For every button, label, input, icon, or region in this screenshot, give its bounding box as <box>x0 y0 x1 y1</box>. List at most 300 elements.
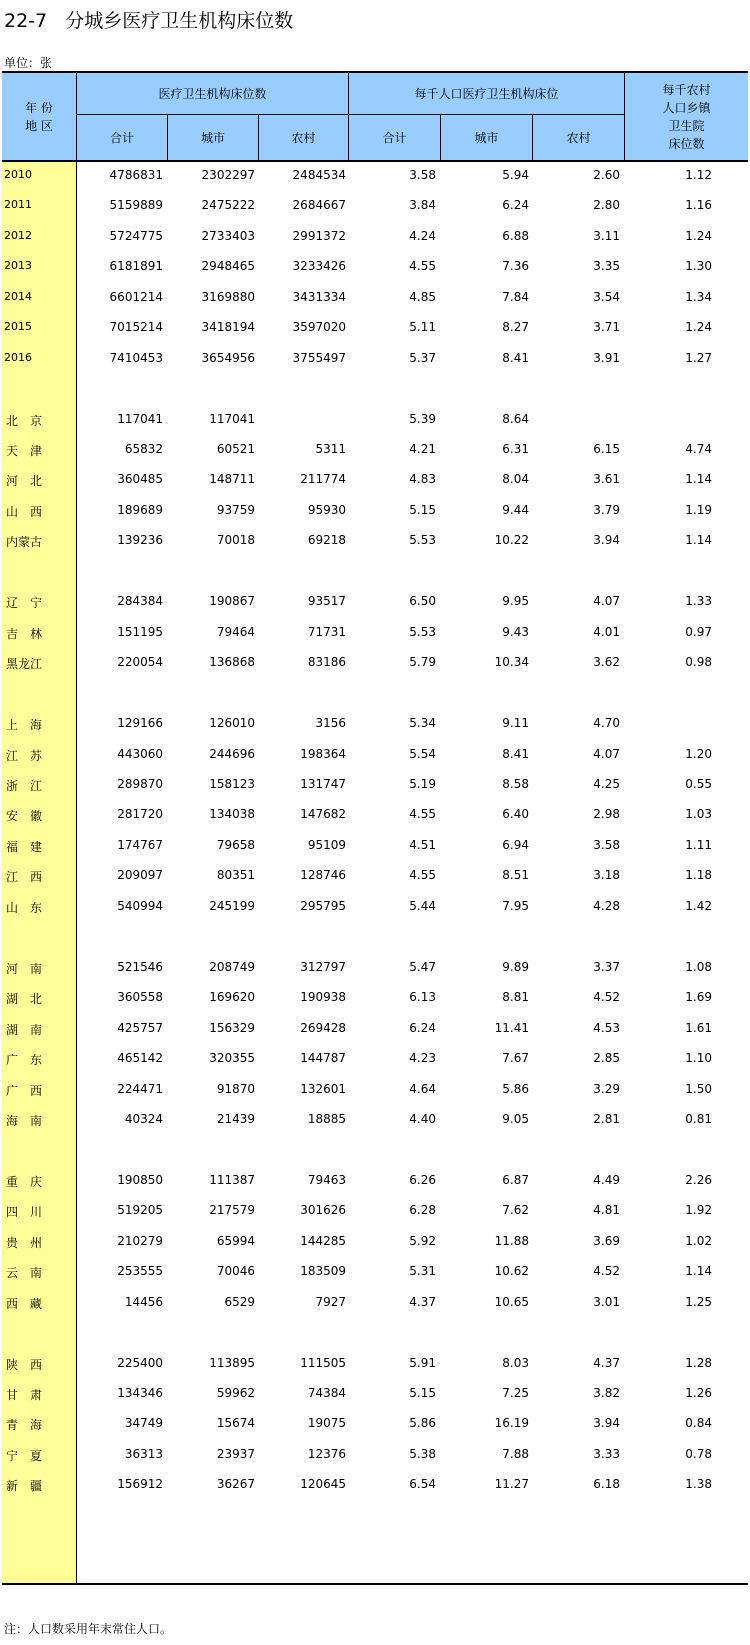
table-row <box>2 1019 748 1039</box>
table-cell: 3.79 <box>593 503 620 517</box>
table-cell: 7.88 <box>502 1447 529 1461</box>
table-cell: 1.08 <box>685 960 712 974</box>
region-label: 山东 <box>6 901 42 915</box>
table-cell: 4.55 <box>409 807 436 821</box>
table-cell: 5.53 <box>409 625 436 639</box>
table-cell: 6.15 <box>593 442 620 456</box>
table-cell: 12376 <box>307 1447 346 1461</box>
table-cell: 117041 <box>209 412 255 426</box>
table-cell: 6.50 <box>409 594 436 608</box>
table-cell: 1.50 <box>685 1082 712 1096</box>
table-cell: 70018 <box>216 533 255 547</box>
table-cell: 4.52 <box>593 1264 620 1278</box>
table-cell: 10.22 <box>494 533 529 547</box>
table-cell: 5.11 <box>409 320 436 334</box>
table-cell: 3.91 <box>593 351 620 365</box>
region-label: 重庆 <box>6 1175 42 1189</box>
header-township-beds: 每千农村 人口乡镇 卫生院 床位数 <box>662 82 711 151</box>
table-cell: 111505 <box>300 1356 346 1370</box>
table-cell: 60521 <box>216 442 255 456</box>
table-cell: 3.61 <box>593 472 620 486</box>
table-row <box>2 745 748 765</box>
table-cell: 4.70 <box>593 716 620 730</box>
region-label: 北京 <box>6 414 42 428</box>
region-label: 海南 <box>6 1114 42 1128</box>
table-cell: 4.25 <box>593 777 620 791</box>
table-cell: 8.27 <box>502 320 529 334</box>
table-cell: 1.14 <box>685 533 712 547</box>
region-label: 福建 <box>6 840 42 854</box>
table-cell: 5.37 <box>409 351 436 365</box>
table-cell: 5.86 <box>502 1082 529 1096</box>
table-cell: 540994 <box>117 899 163 913</box>
table-cell: 4.52 <box>593 990 620 1004</box>
table-cell: 4.74 <box>685 442 712 456</box>
table-cell: 95109 <box>307 838 346 852</box>
year-label: 2014 <box>4 290 32 303</box>
table-cell: 5.19 <box>409 777 436 791</box>
table-row <box>2 288 748 308</box>
table-row <box>2 592 748 612</box>
table-cell: 8.51 <box>502 868 529 882</box>
table-cell: 8.64 <box>502 412 529 426</box>
table-cell: 113895 <box>209 1356 255 1370</box>
table-cell: 111387 <box>209 1173 255 1187</box>
table-row <box>2 257 748 277</box>
table-cell: 0.78 <box>685 1447 712 1461</box>
table-cell: 1.18 <box>685 868 712 882</box>
table-cell: 83186 <box>307 655 346 669</box>
table-cell: 190850 <box>117 1173 163 1187</box>
region-label: 广西 <box>6 1084 42 1098</box>
table-row <box>2 531 748 551</box>
table-cell: 3.33 <box>593 1447 620 1461</box>
region-label: 江苏 <box>6 749 42 763</box>
table-cell: 5.91 <box>409 1356 436 1370</box>
table-row <box>2 958 748 978</box>
table-cell: 120645 <box>300 1477 346 1491</box>
table-cell: 174767 <box>117 838 163 852</box>
table-row <box>2 470 748 490</box>
table-cell: 4.85 <box>409 290 436 304</box>
table-cell: 93759 <box>216 503 255 517</box>
table-cell: 0.98 <box>685 655 712 669</box>
table-cell: 4.37 <box>409 1295 436 1309</box>
table-cell: 59962 <box>216 1386 255 1400</box>
table-cell: 519205 <box>117 1203 163 1217</box>
table-cell: 5.47 <box>409 960 436 974</box>
table-row <box>2 1262 748 1282</box>
table-cell: 284384 <box>117 594 163 608</box>
table-cell: 18885 <box>307 1112 346 1126</box>
table-cell: 6.40 <box>502 807 529 821</box>
table-cell: 10.65 <box>494 1295 529 1309</box>
table-cell: 5.34 <box>409 716 436 730</box>
table-cell: 117041 <box>117 412 163 426</box>
table-row <box>2 1445 748 1465</box>
table-row <box>2 410 748 430</box>
table-cell: 281720 <box>117 807 163 821</box>
table-cell: 301626 <box>300 1203 346 1217</box>
table-cell: 0.97 <box>685 625 712 639</box>
table-cell: 1.25 <box>685 1295 712 1309</box>
page-title: 22-7 分城乡医疗卫生机构床位数 <box>4 10 294 32</box>
footnote: 注：人口数采用年末常住人口。 <box>4 1622 173 1636</box>
table-cell: 4786831 <box>109 168 163 182</box>
table-cell: 190867 <box>209 594 255 608</box>
region-label: 山西 <box>6 505 42 519</box>
table-cell: 34749 <box>124 1416 163 1430</box>
sub-header-rural: 农村 <box>566 130 591 145</box>
table-cell: 3654956 <box>201 351 255 365</box>
table-cell: 7.36 <box>502 259 529 273</box>
table-cell: 4.37 <box>593 1356 620 1370</box>
table-cell: 144787 <box>300 1051 346 1065</box>
region-label: 宁夏 <box>6 1449 42 1463</box>
table-cell: 3.84 <box>409 198 436 212</box>
table-cell: 14456 <box>124 1295 163 1309</box>
table-cell: 3.11 <box>593 229 620 243</box>
table-cell: 208749 <box>209 960 255 974</box>
table-cell: 9.05 <box>502 1112 529 1126</box>
table-cell: 4.23 <box>409 1051 436 1065</box>
table-cell: 245199 <box>209 899 255 913</box>
table-cell: 7.25 <box>502 1386 529 1400</box>
table-row <box>2 227 748 247</box>
table-cell: 1.10 <box>685 1051 712 1065</box>
table-cell: 1.12 <box>685 168 712 182</box>
table-cell: 95930 <box>307 503 346 517</box>
table-cell: 289870 <box>117 777 163 791</box>
table-cell: 443060 <box>117 747 163 761</box>
region-label: 青海 <box>6 1418 42 1432</box>
table-cell: 3.54 <box>593 290 620 304</box>
year-label: 2015 <box>4 320 32 333</box>
region-label: 陕西 <box>6 1358 42 1372</box>
table-cell: 1.27 <box>685 351 712 365</box>
table-cell: 131747 <box>300 777 346 791</box>
table-cell: 6.87 <box>502 1173 529 1187</box>
region-label: 贵州 <box>6 1236 42 1250</box>
table-cell: 5.54 <box>409 747 436 761</box>
table-cell: 1.30 <box>685 259 712 273</box>
table-cell: 139236 <box>117 533 163 547</box>
table-cell: 1.14 <box>685 472 712 486</box>
table-cell: 0.81 <box>685 1112 712 1126</box>
table-cell: 21439 <box>216 1112 255 1126</box>
table-cell: 3597020 <box>292 320 346 334</box>
table-cell: 1.11 <box>685 838 712 852</box>
table-cell: 244696 <box>209 747 255 761</box>
table-cell: 1.28 <box>685 1356 712 1370</box>
table-cell: 320355 <box>209 1051 255 1065</box>
table-cell: 220054 <box>117 655 163 669</box>
table-cell: 11.41 <box>494 1021 529 1035</box>
table-cell: 148711 <box>209 472 255 486</box>
table-cell: 132601 <box>300 1082 346 1096</box>
table-cell: 4.53 <box>593 1021 620 1035</box>
table-cell: 4.07 <box>593 594 620 608</box>
table-cell: 9.43 <box>502 625 529 639</box>
table-cell: 2.26 <box>685 1173 712 1187</box>
table-cell: 19075 <box>307 1416 346 1430</box>
region-label: 河北 <box>6 474 42 488</box>
region-label: 吉林 <box>6 627 42 641</box>
region-label: 辽宁 <box>6 596 42 610</box>
table-cell: 3.69 <box>593 1234 620 1248</box>
table-cell: 10.34 <box>494 655 529 669</box>
region-label: 黑龙江 <box>6 657 43 671</box>
table-cell: 4.28 <box>593 899 620 913</box>
table-cell: 5.44 <box>409 899 436 913</box>
table-cell: 4.24 <box>409 229 436 243</box>
table-cell: 4.49 <box>593 1173 620 1187</box>
table-row <box>2 1414 748 1434</box>
year-label: 2010 <box>4 168 32 181</box>
year-label: 2013 <box>4 259 32 272</box>
table-cell: 1.19 <box>685 503 712 517</box>
table-cell: 3.58 <box>409 168 436 182</box>
table-cell: 2484534 <box>292 168 346 182</box>
table-row <box>2 1475 748 1495</box>
table-row <box>2 196 748 216</box>
table-cell: 209097 <box>117 868 163 882</box>
table-cell: 5.53 <box>409 533 436 547</box>
table-cell: 360485 <box>117 472 163 486</box>
table-cell: 225400 <box>117 1356 163 1370</box>
table-row <box>2 653 748 673</box>
table-cell: 65994 <box>216 1234 255 1248</box>
table-row <box>2 836 748 856</box>
table-cell: 1.38 <box>685 1477 712 1491</box>
table-cell: 71731 <box>307 625 346 639</box>
beds-table <box>2 71 748 1585</box>
table-cell: 80351 <box>216 868 255 882</box>
region-label: 江西 <box>6 870 42 884</box>
table-row <box>2 440 748 460</box>
table-cell: 1.34 <box>685 290 712 304</box>
table-row <box>2 349 748 369</box>
region-label: 广东 <box>6 1053 42 1067</box>
region-label: 西藏 <box>6 1297 42 1311</box>
table-cell: 6.88 <box>502 229 529 243</box>
table-row <box>2 1110 748 1130</box>
year-label: 2012 <box>4 229 32 242</box>
table-row <box>2 775 748 795</box>
table-cell: 0.55 <box>685 777 712 791</box>
table-cell: 6.31 <box>502 442 529 456</box>
table-cell: 147682 <box>300 807 346 821</box>
table-cell: 3.29 <box>593 1082 620 1096</box>
table-cell: 6.24 <box>409 1021 436 1035</box>
table-cell: 1.24 <box>685 320 712 334</box>
table-cell: 3.01 <box>593 1295 620 1309</box>
table-cell: 210279 <box>117 1234 163 1248</box>
header-bottom-border <box>2 160 748 162</box>
table-cell: 158123 <box>209 777 255 791</box>
table-cell: 8.41 <box>502 747 529 761</box>
group-header-beds: 医疗卫生机构床位数 <box>158 86 267 101</box>
table-cell: 4.81 <box>593 1203 620 1217</box>
table-cell: 9.95 <box>502 594 529 608</box>
table-row <box>2 1232 748 1252</box>
sub-header-total: 合计 <box>382 130 407 145</box>
table-cell: 151195 <box>117 625 163 639</box>
table-bottom-border <box>2 1583 748 1585</box>
table-cell: 6181891 <box>109 259 163 273</box>
table-cell: 3.82 <box>593 1386 620 1400</box>
year-label: 2016 <box>4 351 32 364</box>
table-cell: 79463 <box>307 1173 346 1187</box>
table-cell: 6.26 <box>409 1173 436 1187</box>
table-cell: 295795 <box>300 899 346 913</box>
sub-header-urban: 城市 <box>200 130 225 145</box>
table-cell: 128746 <box>300 868 346 882</box>
table-cell: 9.44 <box>502 503 529 517</box>
table-cell: 4.51 <box>409 838 436 852</box>
table-row <box>2 988 748 1008</box>
table-row <box>2 1080 748 1100</box>
table-row <box>2 501 748 521</box>
table-cell: 3.35 <box>593 259 620 273</box>
table-cell: 134346 <box>117 1386 163 1400</box>
table-row <box>2 623 748 643</box>
table-cell: 3.94 <box>593 533 620 547</box>
table-row <box>2 166 748 186</box>
region-label: 内蒙古 <box>6 535 43 549</box>
table-row <box>2 318 748 338</box>
table-cell: 156912 <box>117 1477 163 1491</box>
table-cell: 5.94 <box>502 168 529 182</box>
table-row <box>2 866 748 886</box>
table-cell: 65832 <box>124 442 163 456</box>
table-cell: 69218 <box>307 533 346 547</box>
table-cell: 6.13 <box>409 990 436 1004</box>
table-cell: 3.62 <box>593 655 620 669</box>
table-cell: 5.86 <box>409 1416 436 1430</box>
table-cell: 7.95 <box>502 899 529 913</box>
table-cell: 6529 <box>224 1295 255 1309</box>
table-cell: 3418194 <box>201 320 255 334</box>
group-header-per-thousand: 每千人口医疗卫生机构床位 <box>414 86 559 101</box>
year-label: 2011 <box>4 198 32 211</box>
table-row <box>2 897 748 917</box>
table-cell: 189689 <box>117 503 163 517</box>
region-label: 天津 <box>6 444 42 458</box>
table-cell: 5724775 <box>109 229 163 243</box>
region-label: 湖北 <box>6 992 42 1006</box>
table-row <box>2 1293 748 1313</box>
table-cell: 5159889 <box>109 198 163 212</box>
table-cell: 4.55 <box>409 868 436 882</box>
table-cell: 312797 <box>300 960 346 974</box>
table-cell: 3.94 <box>593 1416 620 1430</box>
table-cell: 360558 <box>117 990 163 1004</box>
table-row <box>2 1049 748 1069</box>
table-cell: 23937 <box>216 1447 255 1461</box>
table-cell: 8.81 <box>502 990 529 1004</box>
table-cell: 4.83 <box>409 472 436 486</box>
table-cell: 3.58 <box>593 838 620 852</box>
table-cell: 4.21 <box>409 442 436 456</box>
table-cell: 9.11 <box>502 716 529 730</box>
region-label: 四川 <box>6 1205 42 1219</box>
table-cell: 2.81 <box>593 1112 620 1126</box>
table-cell: 425757 <box>117 1021 163 1035</box>
table-row <box>2 714 748 734</box>
sub-header-urban: 城市 <box>474 130 499 145</box>
table-cell: 1.14 <box>685 1264 712 1278</box>
table-cell: 16.19 <box>494 1416 529 1430</box>
table-cell: 2948465 <box>201 259 255 273</box>
table-cell: 5311 <box>315 442 346 456</box>
table-cell: 224471 <box>117 1082 163 1096</box>
table-cell: 211774 <box>300 472 346 486</box>
table-cell: 169620 <box>209 990 255 1004</box>
table-cell: 40324 <box>124 1112 163 1126</box>
table-cell: 1.03 <box>685 807 712 821</box>
table-cell: 1.02 <box>685 1234 712 1248</box>
region-label: 云南 <box>6 1266 42 1280</box>
table-cell: 5.15 <box>409 503 436 517</box>
table-cell: 3169880 <box>201 290 255 304</box>
table-cell: 2475222 <box>201 198 255 212</box>
table-cell: 4.55 <box>409 259 436 273</box>
table-cell: 4.64 <box>409 1082 436 1096</box>
table-cell: 5.15 <box>409 1386 436 1400</box>
table-cell: 5.79 <box>409 655 436 669</box>
region-label: 甘肃 <box>6 1388 42 1402</box>
table-cell: 217579 <box>209 1203 255 1217</box>
table-cell: 144285 <box>300 1234 346 1248</box>
table-row <box>2 1201 748 1221</box>
region-label: 湖南 <box>6 1023 42 1037</box>
table-cell: 3431334 <box>292 290 346 304</box>
region-label: 新疆 <box>6 1479 42 1493</box>
table-cell: 11.27 <box>494 1477 529 1491</box>
table-cell: 134038 <box>209 807 255 821</box>
table-cell: 2684667 <box>292 198 346 212</box>
table-cell: 6.18 <box>593 1477 620 1491</box>
table-cell: 91870 <box>216 1082 255 1096</box>
table-cell: 2733403 <box>201 229 255 243</box>
table-cell: 2.60 <box>593 168 620 182</box>
table-cell: 15674 <box>216 1416 255 1430</box>
table-cell: 198364 <box>300 747 346 761</box>
table-cell: 1.42 <box>685 899 712 913</box>
table-cell: 4.40 <box>409 1112 436 1126</box>
table-cell: 1.33 <box>685 594 712 608</box>
table-cell: 190938 <box>300 990 346 1004</box>
table-cell: 6.54 <box>409 1477 436 1491</box>
table-row <box>2 1354 748 1374</box>
table-cell: 521546 <box>117 960 163 974</box>
table-cell: 36313 <box>124 1447 163 1461</box>
table-cell: 2.85 <box>593 1051 620 1065</box>
table-cell: 6.28 <box>409 1203 436 1217</box>
table-cell: 126010 <box>209 716 255 730</box>
table-cell: 11.88 <box>494 1234 529 1248</box>
table-cell: 7927 <box>315 1295 346 1309</box>
table-cell: 6.24 <box>502 198 529 212</box>
sub-header-total: 合计 <box>109 130 134 145</box>
table-cell: 7.67 <box>502 1051 529 1065</box>
table-cell: 5.31 <box>409 1264 436 1278</box>
table-cell: 3755497 <box>292 351 346 365</box>
stub-header: 年 份 地 区 <box>25 100 53 133</box>
table-cell: 1.24 <box>685 229 712 243</box>
table-cell: 183509 <box>300 1264 346 1278</box>
